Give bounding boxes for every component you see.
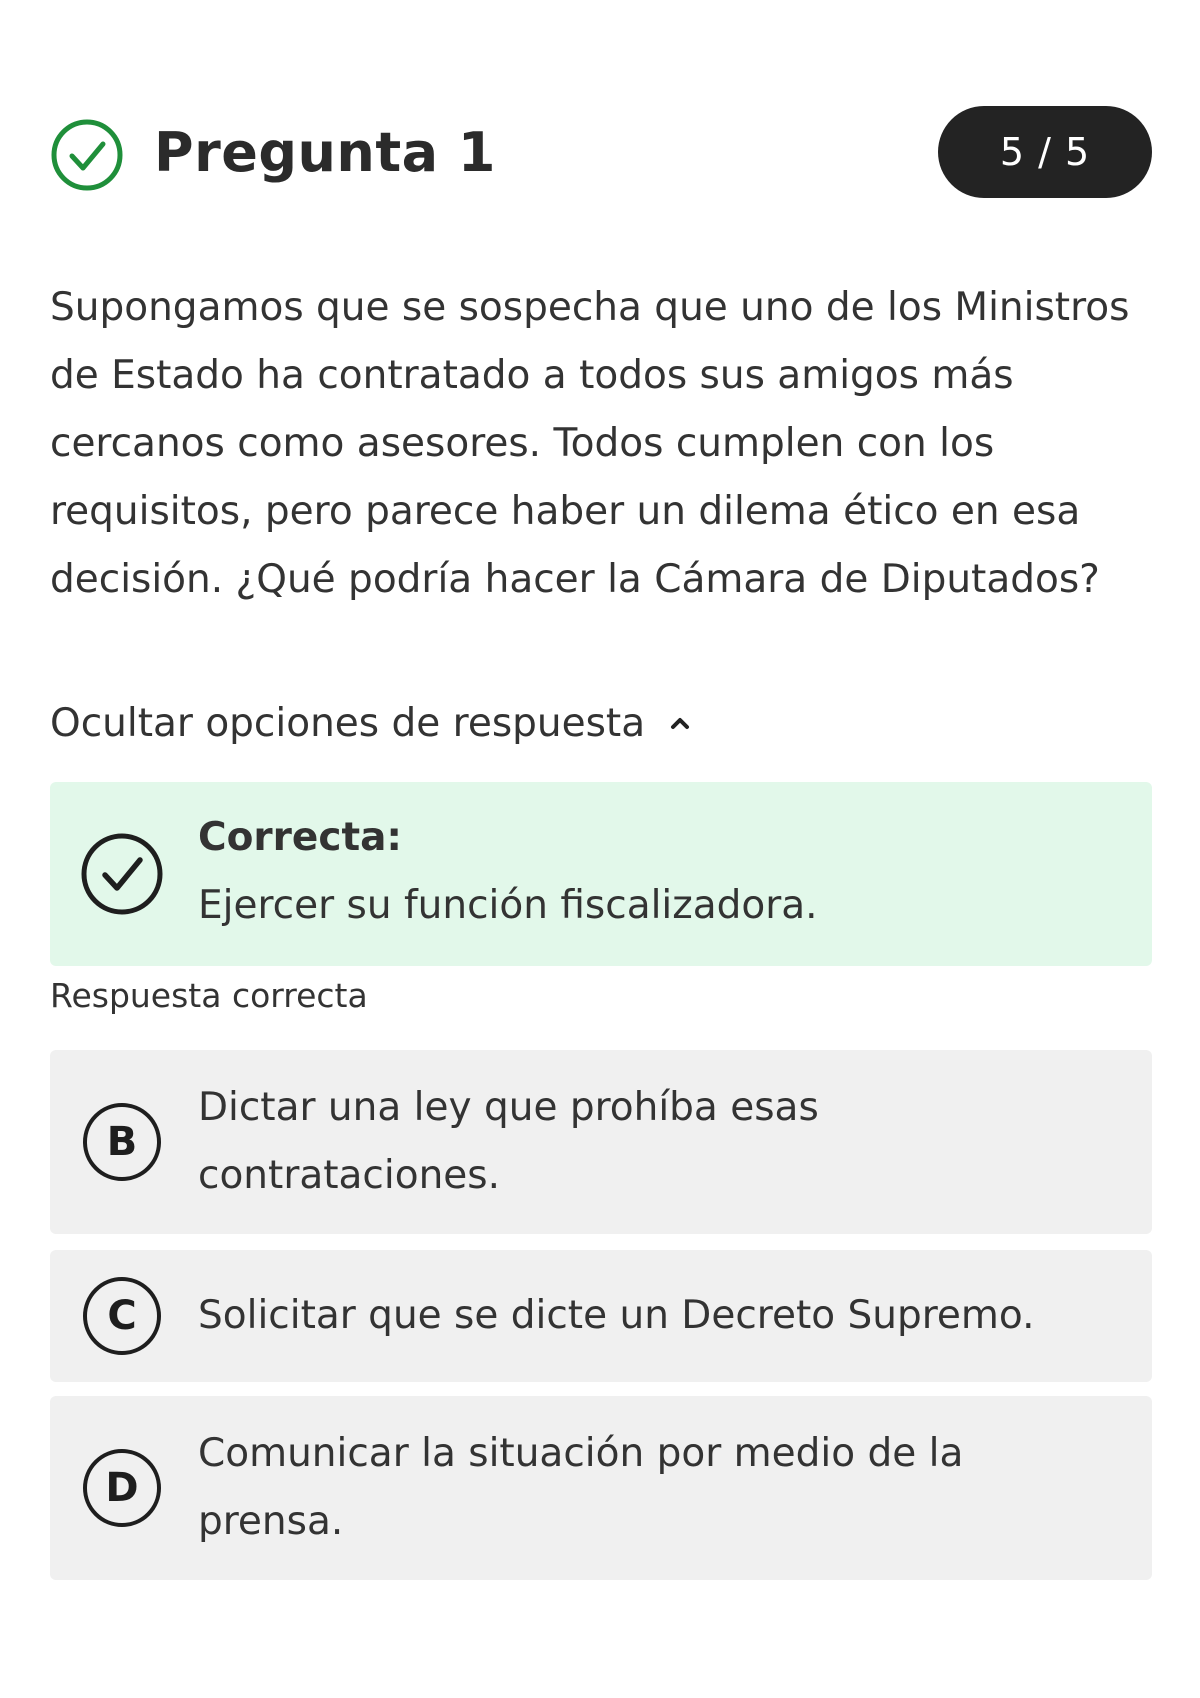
option-letter-marker <box>80 1100 164 1184</box>
hide-answer-options-toggle[interactable] <box>50 690 695 756</box>
check-circle-icon <box>50 118 124 192</box>
check-circle-icon <box>80 832 164 916</box>
correct-label: Correcta: <box>198 815 403 860</box>
answer-option-d <box>50 1396 1152 1580</box>
option-letter: B <box>83 1103 161 1181</box>
answer-option-text: Comunicar la situación por medio de la prensa. <box>198 1431 964 1544</box>
feedback-text: Respuesta correcta <box>50 976 368 1015</box>
option-letter-marker <box>80 1446 164 1530</box>
question-text: Supongamos que se sospecha que uno de los Ministros de Estado ha contratado a todos sus amigos más cercanos como asesores. Todos cumplen con los requisitos, pero parece haber un dilema ético en esa decisión. ¿Qué podría hacer la Cámara de Diputados? <box>50 285 1130 602</box>
answer-option-b <box>50 1050 1152 1234</box>
chevron-up-icon <box>665 708 695 738</box>
answer-text <box>198 804 1112 940</box>
option-letter-marker <box>80 1274 164 1358</box>
option-letter: C <box>83 1277 161 1355</box>
question-header <box>50 106 1152 200</box>
toggle-label: Ocultar opciones de respuesta <box>50 700 646 746</box>
answer-option-text: Solicitar que se dicte un Decreto Supremo. <box>198 1293 1035 1338</box>
option-letter: D <box>83 1449 161 1527</box>
answer-option-text: Dictar una ley que prohíba esas contrataciones. <box>198 1085 819 1198</box>
score-badge: 5 / 5 <box>938 106 1152 198</box>
answer-option-c <box>50 1250 1152 1382</box>
answer-option-text: Ejercer su función fiscalizadora. <box>198 883 818 928</box>
question-title: Pregunta 1 <box>154 121 496 184</box>
answer-option-correct <box>50 782 1152 966</box>
